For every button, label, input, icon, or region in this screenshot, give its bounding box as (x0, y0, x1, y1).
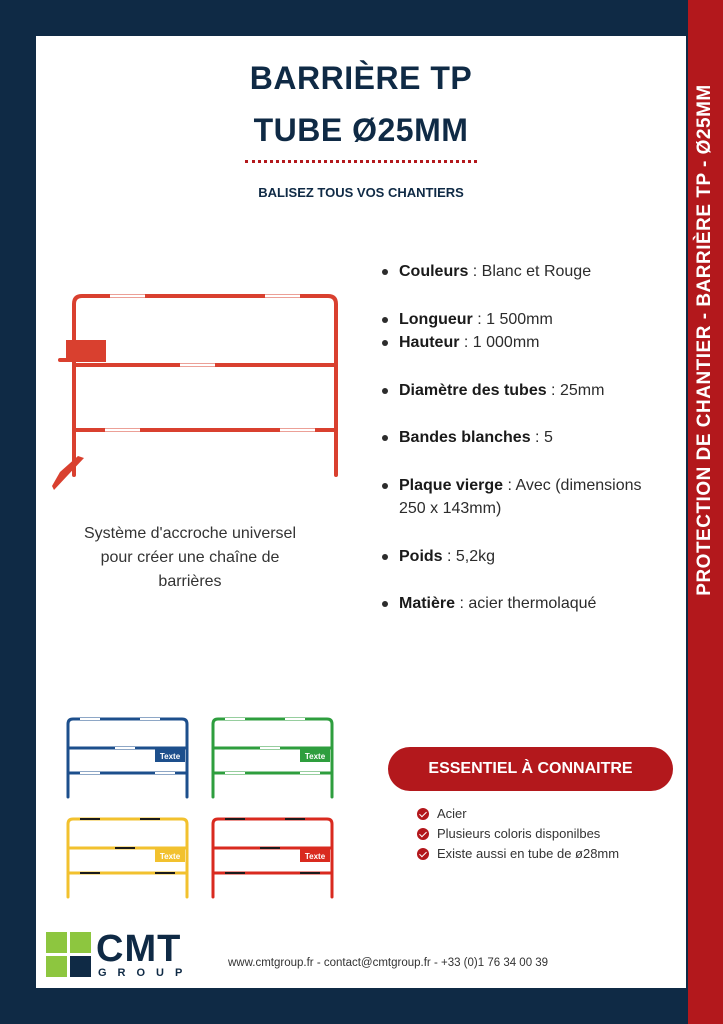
contact-footer: www.cmtgroup.fr - contact@cmtgroup.fr - +33 (0)1 76 34 00 39 (228, 957, 549, 969)
barrier-illustration (50, 290, 350, 500)
barrier-green-variant (205, 712, 340, 802)
spec-item: Diamètre des tubes : 25mm (380, 379, 670, 403)
essentials-list (417, 805, 619, 865)
brand-sub: GROUP (98, 967, 194, 979)
page-title-line1: BARRIÈRE TP (249, 60, 473, 96)
check-icon (417, 848, 429, 860)
barrier-yellow-variant (60, 812, 195, 902)
variant-plate-text: Texte (304, 852, 326, 861)
spec-item: Plaque vierge : Avec (dimensions 250 x 143mm) (380, 474, 670, 521)
barrier-blue-variant (60, 712, 195, 802)
check-icon (417, 828, 429, 840)
check-icon (417, 808, 429, 820)
title-divider (245, 160, 477, 163)
spec-item: Couleurs : Blanc et Rouge (380, 260, 670, 284)
variant-plate-text: Texte (304, 752, 326, 761)
brand-name: CMT (96, 928, 182, 970)
spec-item: Hauteur : 1 000mm (380, 331, 670, 355)
cmt-logo-mark (46, 932, 92, 978)
page-title-line2: TUBE Ø25MM (253, 112, 469, 148)
side-banner-text: PROTECTION DE CHANTIER - BARRIÈRE TP - Ø25MM (694, 84, 715, 596)
variant-plate-text: Texte (159, 752, 181, 761)
essentials-heading: ESSENTIEL À CONNAITRE (388, 747, 673, 791)
spec-item: Matière : acier thermolaqué (380, 592, 670, 616)
spec-item: Bandes blanches : 5 (380, 426, 670, 450)
barrier-red-variant (205, 812, 340, 902)
spec-list (380, 260, 670, 616)
spec-item: Longueur : 1 500mm (380, 308, 670, 332)
hook-caption: Système d'accroche universel pour créer une chaîne de barrières (83, 525, 297, 590)
list-item: Plusieurs coloris disponilbes (417, 825, 619, 845)
spec-item: Poids : 5,2kg (380, 545, 670, 569)
page-subtitle: BALISEZ TOUS VOS CHANTIERS (258, 185, 464, 200)
list-item: Acier (417, 805, 619, 825)
list-item: Existe aussi en tube de ø28mm (417, 845, 619, 865)
variant-plate-text: Texte (159, 852, 181, 861)
